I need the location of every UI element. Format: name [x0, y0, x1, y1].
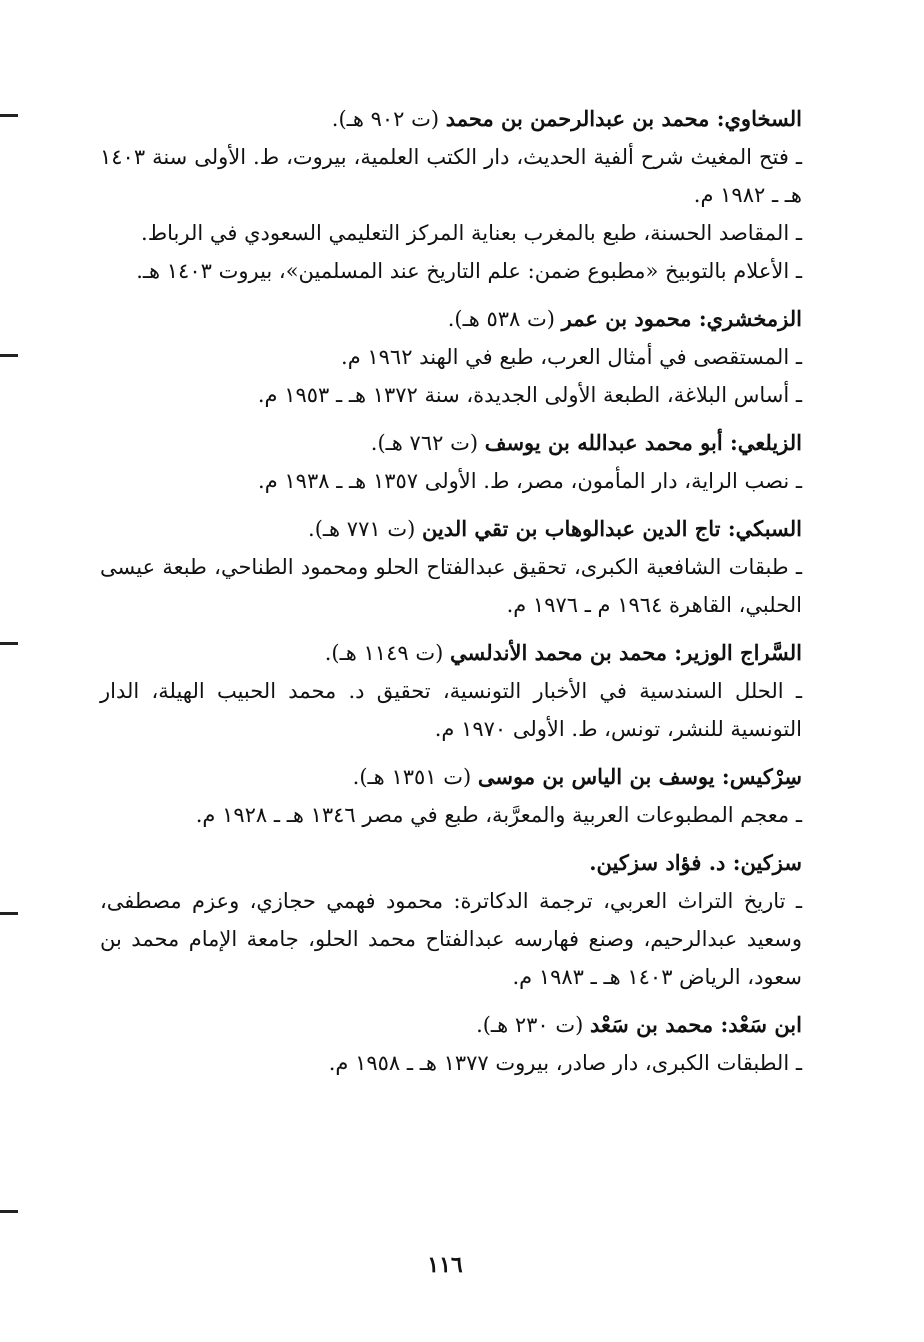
author-full-name: أبو محمد عبدالله بن يوسف: [484, 430, 723, 455]
book-text: تاريخ التراث العربي، ترجمة الدكاترة: محمود فهمي حجازي، وعزم مصطفى، وسعيد عبدالرحيم، وصنع فهارسه عبدالفتاح محمد الحلو، جامعة الإمام محمد بن سعود، الرياض ١٤٠٣ هـ ـ ١٩٨٣ م.: [100, 889, 802, 989]
bullet-dash: ـ: [789, 345, 802, 369]
author-short-name: الزيلعي: [737, 430, 802, 455]
bullet-dash: ـ: [788, 555, 802, 579]
name-separator: :: [722, 430, 738, 455]
book-text: الحلل السندسية في الأخبار التونسية، تحقيق د. محمد الحبيب الهيلة، الدار التونسية للنشر، تونس، ط. الأولى ١٩٧٠ م.: [100, 679, 802, 741]
book-text: طبقات الشافعية الكبرى، تحقيق عبدالفتاح الحلو ومحمود الطناحي، طبعة عيسى الحلبي، القاهرة ١٩٦٤ م ـ ١٩٧٦ م.: [100, 555, 802, 617]
book-item: [100, 376, 802, 414]
name-separator: :: [691, 306, 707, 331]
bullet-dash: ـ: [789, 469, 802, 493]
entry-heading: [100, 510, 802, 548]
bullet-dash: ـ: [788, 145, 802, 169]
book-text: فتح المغيث شرح ألفية الحديث، دار الكتب العلمية، بيروت، ط. الأولى سنة ١٤٠٣ هـ ـ ١٩٨٢ م.: [100, 145, 802, 207]
bullet-dash: ـ: [789, 383, 802, 407]
bullet-dash: ـ: [789, 803, 802, 827]
death-date: (ت ٥٣٨ هـ).: [447, 307, 555, 331]
bibliography-entry: [100, 758, 802, 834]
entry-heading: [100, 758, 802, 796]
book-item: [100, 672, 802, 748]
author-short-name: السَّراج الوزير: [682, 640, 802, 665]
margin-mark: [0, 642, 18, 645]
bibliography-entry: [100, 844, 802, 996]
bullet-dash: ـ: [785, 889, 802, 913]
bullet-dash: ـ: [783, 679, 803, 703]
book-text: أساس البلاغة، الطبعة الأولى الجديدة، سنة ١٣٧٢ هـ ـ ١٩٥٣ م.: [257, 383, 790, 407]
page-number: ١١٦: [427, 1252, 463, 1278]
book-text: الأعلام بالتوبيخ «مطبوع ضمن: علم التاريخ عند المسلمين»، بيروت ١٤٠٣ هـ.: [136, 259, 790, 283]
book-text: معجم المطبوعات العربية والمعرَّبة، طبع في مصر ١٣٤٦ هـ ـ ١٩٢٨ م.: [195, 803, 790, 827]
author-short-name: الزمخشري: [706, 306, 802, 331]
book-item: [100, 338, 802, 376]
death-date: (ت ٢٣٠ هـ).: [476, 1013, 584, 1037]
author-full-name: محمود بن عمر: [561, 306, 692, 331]
bullet-dash: ـ: [789, 259, 802, 283]
author-short-name: السخاوي: [724, 106, 802, 131]
author-short-name: سزكين: [740, 850, 802, 875]
bullet-dash: ـ: [789, 1051, 802, 1075]
margin-mark: [0, 114, 18, 117]
author-full-name: محمد بن محمد الأندلسي: [449, 640, 667, 665]
author-full-name: يوسف بن الياس بن موسى: [477, 764, 715, 789]
name-separator: :: [713, 1012, 729, 1037]
death-date: (ت ١١٤٩ هـ).: [324, 641, 444, 665]
name-separator: :: [709, 106, 725, 131]
entry-heading: [100, 1006, 802, 1044]
author-full-name: تاج الدين عبدالوهاب بن تقي الدين: [421, 516, 721, 541]
bibliography-entry: [100, 300, 802, 414]
author-full-name: د. فؤاد سزكين.: [589, 850, 726, 875]
death-date: (ت ١٣٥١ هـ).: [352, 765, 472, 789]
book-text: نصب الراية، دار المأمون، مصر، ط. الأولى ١٣٥٧ هـ ـ ١٩٣٨ م.: [258, 469, 790, 493]
bibliography-entry: [100, 510, 802, 624]
book-text: المستقصى في أمثال العرب، طبع في الهند ١٩٦٢ م.: [341, 345, 790, 369]
book-item: [100, 882, 802, 996]
margin-mark: [0, 1210, 18, 1213]
book-text: الطبقات الكبرى، دار صادر، بيروت ١٣٧٧ هـ ـ ١٩٥٨ م.: [328, 1051, 790, 1075]
entry-heading: [100, 424, 802, 462]
bullet-dash: ـ: [789, 221, 802, 245]
name-separator: :: [720, 516, 736, 541]
author-short-name: سِرْكيس: [729, 764, 802, 789]
bibliography-entry: [100, 1006, 802, 1082]
death-date: (ت ٩٠٢ هـ).: [331, 107, 440, 131]
entry-heading: [100, 634, 802, 672]
entry-heading: [100, 844, 802, 882]
book-item: [100, 548, 802, 624]
author-short-name: ابن سَعْد: [728, 1012, 802, 1037]
author-full-name: محمد بن سَعْد: [590, 1012, 714, 1037]
name-separator: :: [667, 640, 683, 665]
name-separator: :: [725, 850, 741, 875]
bibliography-entry: [100, 100, 802, 290]
name-separator: :: [714, 764, 730, 789]
book-item: [100, 1044, 802, 1082]
book-text: المقاصد الحسنة، طبع بالمغرب بعناية المركز التعليمي السعودي في الرباط.: [141, 221, 790, 245]
author-full-name: محمد بن عبدالرحمن بن محمد: [445, 106, 710, 131]
book-item: [100, 796, 802, 834]
death-date: (ت ٧٦٢ هـ).: [370, 431, 479, 455]
margin-mark: [0, 354, 18, 357]
bibliography-entry: [100, 424, 802, 500]
margin-mark: [0, 912, 18, 915]
bibliography-entry: [100, 634, 802, 748]
author-short-name: السبكي: [735, 516, 802, 541]
entry-heading: [100, 300, 802, 338]
book-item: [100, 138, 802, 214]
bibliography-list: [100, 100, 802, 1082]
death-date: (ت ٧٧١ هـ).: [308, 517, 416, 541]
book-item: [100, 462, 802, 500]
book-item: [100, 252, 802, 290]
entry-heading: [100, 100, 802, 138]
book-item: [100, 214, 802, 252]
